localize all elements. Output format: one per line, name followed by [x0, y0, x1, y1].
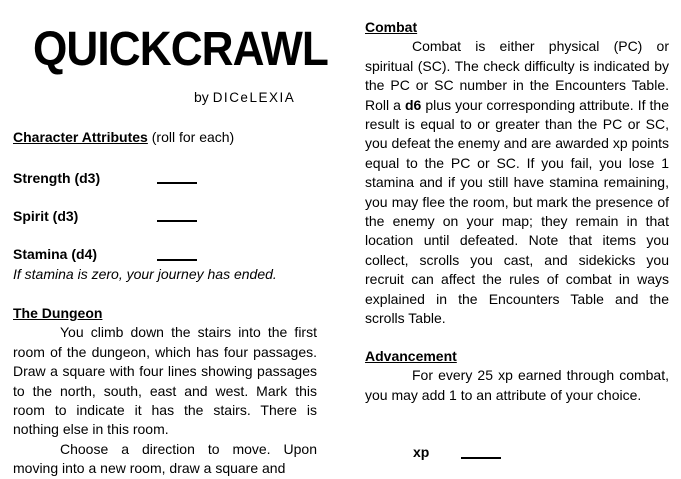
stamina-blank: [157, 259, 197, 261]
attributes-heading-line: [13, 128, 317, 147]
attributes-note: (roll for each): [151, 129, 235, 145]
combat-paragraph: [365, 37, 669, 328]
combat-text-after: plus your corresponding attribute. If the result is equal to or greater than the PC or SC, you defeat the enemy and are awarded xp points equal to the PC or SC. If you fail, you lose 1 stamina and if you still have stamina remaining, you may flee the room, but mark the presence of the enemy on your map; they remain in that location until defeated. Note that items you collect, scrolls you cast, and sidekicks you recruit can affect the rules of combat in ways explained in the Encounters Table and the scrolls Table.: [365, 96, 669, 327]
stamina-note: If stamina is zero, your journey has ended.: [13, 266, 277, 282]
attributes-heading: Character Attributes: [13, 129, 148, 145]
dungeon-heading: The Dungeon: [13, 305, 103, 321]
strength-blank: [157, 182, 197, 184]
stamina-label: Stamina (d4): [13, 246, 98, 262]
spirit-label: Spirit (d3): [13, 208, 79, 224]
combat-heading: Combat: [365, 19, 418, 35]
dungeon-section: [13, 304, 317, 479]
combat-text-before: Combat is either physical (PC) or spiritual (SC). The check difficulty is indicated by the PC or SC number in the Encounters Table. Roll a: [365, 38, 669, 113]
advancement-section: [365, 347, 669, 405]
byline-by: by: [194, 89, 209, 105]
game-title: QUICKCRAWL: [33, 23, 328, 76]
byline: [194, 89, 295, 105]
combat-die: d6: [405, 96, 422, 113]
brand-logo-text: DICeLEXIA: [212, 90, 296, 105]
advancement-heading: Advancement: [365, 348, 457, 364]
dungeon-paragraph-1: You climb down the stairs into the first room of the dungeon, which has four passages. Draw a square with four lines showing passages to the north, south, east and west. Mark this room to indicate it has the stairs. There is nothing else in this room.: [13, 324, 317, 438]
combat-section: [365, 18, 669, 329]
xp-label: xp: [413, 444, 430, 460]
dungeon-paragraph-2: Choose a direction to move. Upon moving into a new room, draw a square and: [13, 440, 317, 477]
spirit-blank: [157, 220, 197, 222]
strength-label: Strength (d3): [13, 170, 101, 186]
advancement-paragraph: For every 25 xp earned through combat, you may add 1 to an attribute of your choice.: [365, 367, 669, 403]
xp-blank: [461, 457, 501, 459]
